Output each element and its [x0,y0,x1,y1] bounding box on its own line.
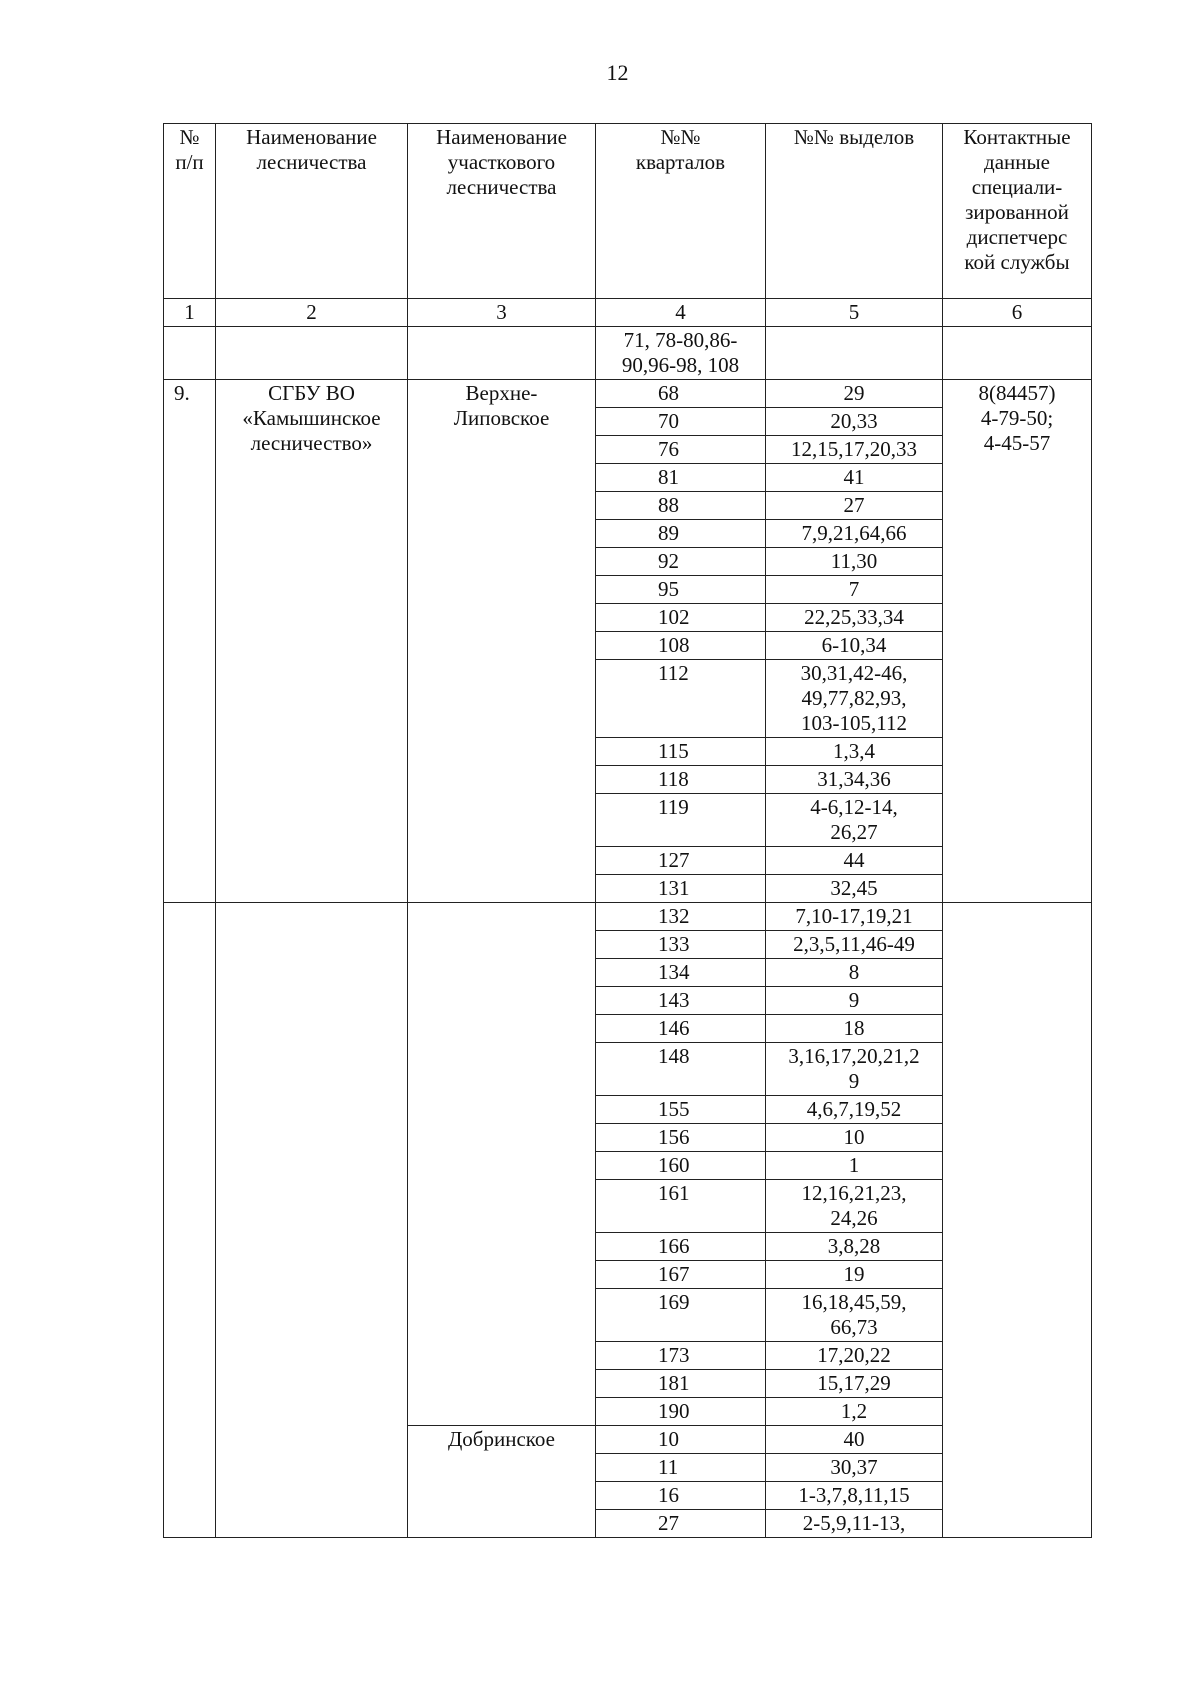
allotment-cell: 20,33 [766,408,943,436]
quarter-cell: 131 [596,875,766,903]
allotment-cell: 1,2 [766,1398,943,1426]
quarter-cell: 76 [596,436,766,464]
allotment-cell: 7,10-17,19,21 [766,903,943,931]
allotment-cell: 4-6,12-14, 26,27 [766,794,943,847]
column-number-row [164,299,1092,327]
quarter-cell: 133 [596,931,766,959]
forestry-name [216,903,408,1538]
allotment-cell: 3,16,17,20,21,2 9 [766,1043,943,1096]
allotment-cell: 19 [766,1261,943,1289]
allotment-cell: 12,15,17,20,33 [766,436,943,464]
allotment-cell: 2-5,9,11-13, [766,1510,943,1538]
column-number: 4 [596,299,766,327]
column-number: 3 [408,299,596,327]
quarter-cell: 112 [596,660,766,738]
continuation-row [164,327,1092,380]
table-row [164,903,1092,931]
allotment-cell: 12,16,21,23, 24,26 [766,1180,943,1233]
quarter-cell: 148 [596,1043,766,1096]
quarter-cell: 169 [596,1289,766,1342]
header-cell: № п/п [164,124,216,299]
allotment-cell: 9 [766,987,943,1015]
allotment-cell: 1,3,4 [766,738,943,766]
quarter-cell: 68 [596,380,766,408]
entry-number [164,903,216,1538]
entry-number: 9. [164,380,216,903]
quarter-cell: 108 [596,632,766,660]
page-number: 12 [606,60,629,85]
allotment-cell: 17,20,22 [766,1342,943,1370]
quarter-cell: 102 [596,604,766,632]
contacts-cell: 8(84457) 4-79-50; 4-45-57 [943,380,1092,903]
quarter-cell: 81 [596,464,766,492]
quarter-cell: 95 [596,576,766,604]
allotment-cell: 6-10,34 [766,632,943,660]
district-name: Добринское [408,1426,596,1538]
quarter-cell: 89 [596,520,766,548]
allotment-cell: 29 [766,380,943,408]
allotment-cell: 16,18,45,59, 66,73 [766,1289,943,1342]
allotment-cell: 2,3,5,11,46-49 [766,931,943,959]
quarter-cell: 156 [596,1124,766,1152]
quarter-cell: 118 [596,766,766,794]
allotment-cell: 41 [766,464,943,492]
quarter-cell: 167 [596,1261,766,1289]
quarter-cell: 134 [596,959,766,987]
allotment-cell: 31,34,36 [766,766,943,794]
quarter-cell: 181 [596,1370,766,1398]
contacts-cell [943,903,1092,1538]
quarter-cell: 160 [596,1152,766,1180]
allotment-cell: 1-3,7,8,11,15 [766,1482,943,1510]
quarter-cell: 11 [596,1454,766,1482]
allotment-cell: 10 [766,1124,943,1152]
header-cell: Наименование лесничества [216,124,408,299]
allotment-cell: 40 [766,1426,943,1454]
quarter-cell: 115 [596,738,766,766]
allotment-cell: 15,17,29 [766,1370,943,1398]
forestry-name: СГБУ ВО «Камышинское лесничество» [216,380,408,903]
header-cell: №№ выделов [766,124,943,299]
allotment-cell: 27 [766,492,943,520]
quarter-cell: 10 [596,1426,766,1454]
allotment-cell: 22,25,33,34 [766,604,943,632]
allotment-cell: 30,31,42-46, 49,77,82,93, 103-105,112 [766,660,943,738]
quarter-cell: 155 [596,1096,766,1124]
quarter-cell: 27 [596,1510,766,1538]
quarter-cell: 70 [596,408,766,436]
allotment-cell: 4,6,7,19,52 [766,1096,943,1124]
allotment-cell: 18 [766,1015,943,1043]
quarter-cell: 119 [596,794,766,847]
allotment-cell: 44 [766,847,943,875]
allotment-cell: 3,8,28 [766,1233,943,1261]
header-cell: Контактные данные специали- зированной диспетчерс кой службы [943,124,1092,299]
header-cell: №№ кварталов [596,124,766,299]
quarter-cell: 92 [596,548,766,576]
quarter-cell: 127 [596,847,766,875]
allotment-cell: 7 [766,576,943,604]
quarter-cell: 173 [596,1342,766,1370]
allotment-cell: 30,37 [766,1454,943,1482]
district-name [408,903,596,1426]
quarter-cell: 71, 78-80,86- 90,96-98, 108 [596,327,766,380]
header-row [164,124,1092,299]
quarter-cell: 132 [596,903,766,931]
column-number: 1 [164,299,216,327]
column-number: 2 [216,299,408,327]
forestry-table [163,123,1092,1538]
allotment-cell: 32,45 [766,875,943,903]
header-cell: Наименование участкового лесничества [408,124,596,299]
quarter-cell: 88 [596,492,766,520]
district-name: Верхне- Липовское [408,380,596,903]
quarter-cell: 146 [596,1015,766,1043]
quarter-cell: 166 [596,1233,766,1261]
quarter-cell: 143 [596,987,766,1015]
quarter-cell: 190 [596,1398,766,1426]
column-number: 6 [943,299,1092,327]
quarter-cell: 16 [596,1482,766,1510]
allotment-cell: 1 [766,1152,943,1180]
quarter-cell: 161 [596,1180,766,1233]
table-row [164,380,1092,408]
allotment-cell: 8 [766,959,943,987]
allotment-cell: 7,9,21,64,66 [766,520,943,548]
column-number: 5 [766,299,943,327]
allotment-cell: 11,30 [766,548,943,576]
